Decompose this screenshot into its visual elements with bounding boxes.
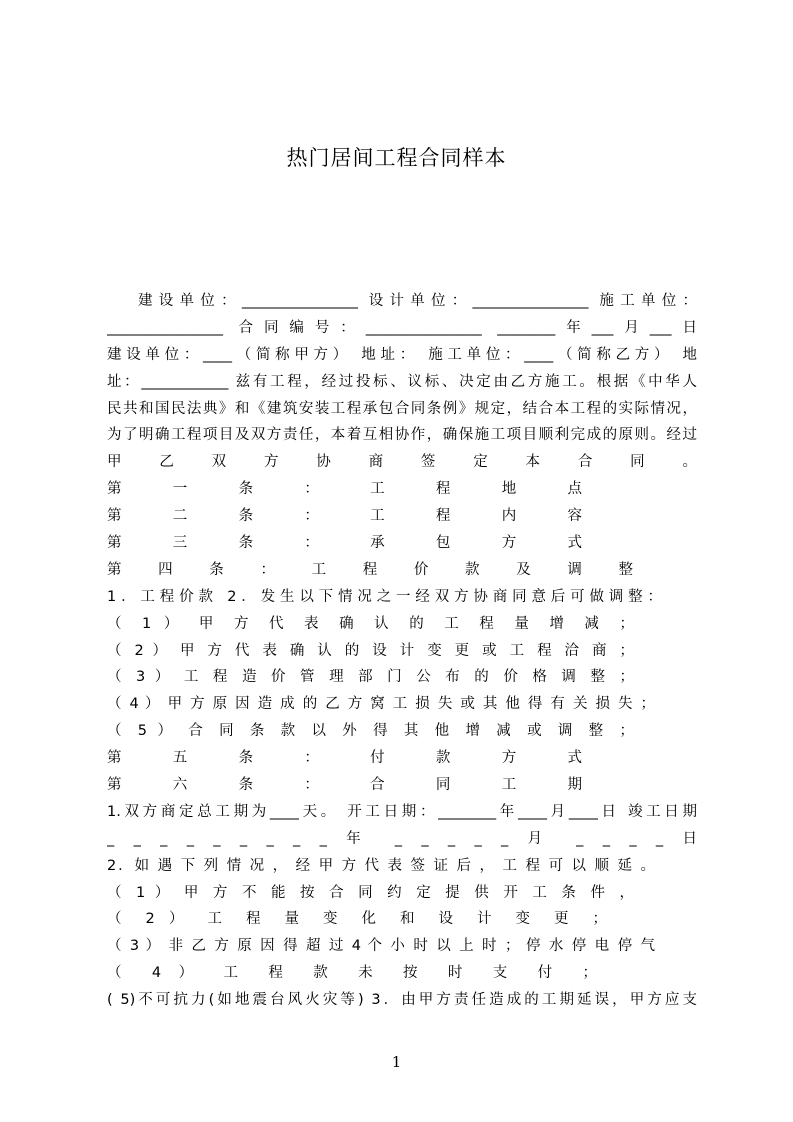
extension-item-1: （ 1 ） 甲 方 不 能 按 合 同 约 定 提 供 开 工 条 件 ，: [107, 884, 634, 901]
body-line-purpose: 为了明确工程项目及双方责任，本着互相协作，确保施工项目顺利完成的原则。经过: [107, 427, 697, 444]
body-line-schedule: 1.双方商定总工期为____天。 开工日期：________年____月____日 竣工日期: [107, 803, 697, 820]
body-line-law: 民共和国民法典》和《建筑安装工程承包合同条例》规定，结合本工程的实际情况，: [107, 400, 697, 417]
adjustment-item-4: （ 4 ） 甲 方 原 因 造 成 的 乙 方 窝 工 损 失 或 其 他 得 有 关 损 失 ；: [107, 696, 655, 713]
adjustment-item-1: （ 1 ） 甲 方 代 表 确 认 的 工 程 量 增 减 ；: [107, 615, 634, 632]
adjustment-item-3: （ 3 ） 工 程 造 价 管 理 部 门 公 布 的 价 格 调 整 ；: [107, 669, 634, 686]
article-1-heading: 第 一 条 ： 工 程 地 点: [107, 481, 582, 498]
article-4-heading: 第 四 条 ： 工 程 价 款 及 调 整: [107, 561, 633, 578]
extension-item-5: ( 5)不可抗力(如地震台风火灾等) 3．由甲方责任造成的工期延误，甲方应支: [107, 992, 697, 1009]
extension-item-4: （ 4 ） 工 程 款 未 按 时 支 付 ；: [107, 965, 597, 982]
contract-body: [107, 288, 697, 1014]
body-line-completion-date: _ _ _ _ _ _ _ _ _ 年 _ _ _ _ _ 月 _ _ _ _ 日: [107, 830, 697, 847]
article-2-heading: 第 二 条 ： 工 程 内 容: [107, 508, 582, 525]
body-line-party-a: 建设单位：____（简称甲方） 地址： 施工单位：____（简称乙方） 地: [107, 346, 697, 363]
article-5-heading: 第 五 条 ： 付 款 方 式: [107, 750, 582, 767]
document-title: 热门居间工程合同样本: [286, 146, 507, 170]
body-line-address: 址：____________ 兹有工程，经过投标、议标、决定由乙方施工。根据《中华人: [107, 373, 697, 390]
page-number: 1: [391, 1053, 402, 1071]
adjustment-item-2: （ 2 ） 甲 方 代 表 确 认 的 设 计 变 更 或 工 程 洽 商 ；: [107, 642, 634, 659]
body-line-parties: 建设单位：________________ 设计单位：________________ 施工单位：: [138, 293, 697, 309]
body-line-price: 1．工程价款 2．发生以下情况之一经双方协商同意后可做调整：: [107, 588, 662, 605]
adjustment-item-5: （ 5 ） 合 同 条 款 以 外 得 其 他 增 减 或 调 整 ；: [107, 723, 634, 740]
article-6-heading: 第 六 条 ： 合 同 工 期: [107, 777, 582, 794]
body-line-agreement: 甲 乙 双 方 协 商 签 定 本 合 同 。: [107, 454, 697, 471]
extension-item-3: （ 3 ） 非 乙 方 原 因 得 超 过 4 个 小 时 以 上 时 ； 停 水 停 电 停 气: [107, 938, 655, 955]
body-line-contract-no: ________________ 合同编号：________________ ________年___月___日: [107, 319, 697, 336]
article-3-heading: 第 三 条 ： 承 包 方 式: [107, 535, 582, 552]
extension-item-2: （ 2 ） 工 程 量 变 化 和 设 计 变 更 ；: [107, 911, 607, 928]
body-line-extension: 2．如 遇 下 列 情 况 ， 经 甲 方 代 表 签 证 后 ， 工 程 可 以 顺 延 。: [107, 857, 655, 874]
